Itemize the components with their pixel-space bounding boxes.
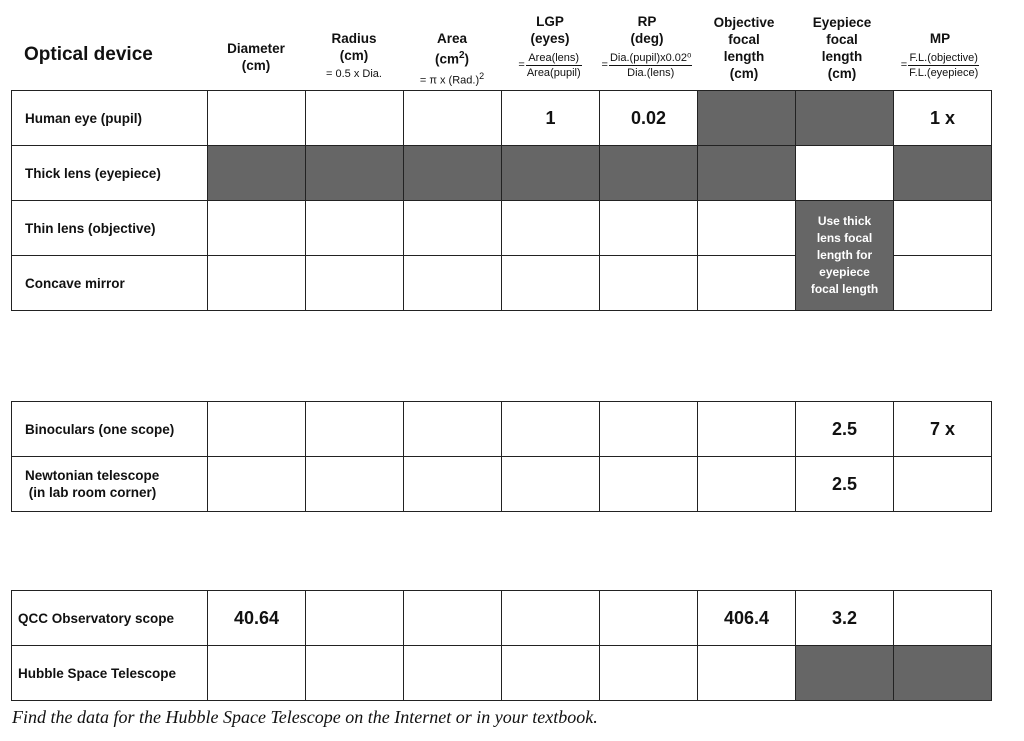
- diameter-cell: [208, 91, 306, 146]
- mp-cell: [894, 201, 992, 256]
- radius-cell: [306, 402, 404, 457]
- rp-cell: [600, 646, 698, 701]
- rp-cell: [600, 591, 698, 646]
- area-cell: [404, 457, 502, 512]
- objective-cell: [698, 457, 796, 512]
- table-row: [12, 91, 992, 146]
- radius-cell: [306, 201, 404, 256]
- row-label: Newtonian telescope (in lab room corner): [12, 457, 208, 512]
- eyepiece-cell: 2.5: [796, 457, 894, 512]
- shaded-cell: [796, 646, 894, 701]
- shaded-cell: [698, 91, 796, 146]
- mp-cell: [894, 591, 992, 646]
- table-row: [12, 646, 992, 701]
- row-label: Thin lens (objective): [12, 201, 208, 256]
- eyepiece-note: Use thick lens focal length for eyepiece focal length: [796, 201, 894, 311]
- mp-cell: 7 x: [894, 402, 992, 457]
- rp-cell: 0.02: [600, 91, 698, 146]
- rp-cell: [600, 402, 698, 457]
- table-row: [12, 201, 992, 256]
- row-label: Human eye (pupil): [12, 91, 208, 146]
- shaded-cell: [208, 146, 306, 201]
- area-cell: [404, 402, 502, 457]
- diameter-header: Diameter (cm): [227, 41, 285, 73]
- shaded-cell: [796, 91, 894, 146]
- area-header: Area $(cm^2)$ = π x $(Rad.)^2$: [419, 31, 485, 87]
- radius-cell: [306, 591, 404, 646]
- row-label: QCC Observatory scope: [12, 591, 208, 646]
- area-cell: [404, 91, 502, 146]
- mp-header: MP = $\frac{\text{F.L.(objective)}}{\text{F.L.(eyepiece)}}$: [900, 31, 979, 79]
- area-cell: [404, 201, 502, 256]
- objective-cell: [698, 402, 796, 457]
- lgp-header: LGP (eyes) = $\frac{\text{Area(lens)}}{\text{Area(pupil)}}$: [518, 14, 581, 79]
- objective-cell: [698, 646, 796, 701]
- lgp-cell: [502, 402, 600, 457]
- area-cell: [404, 646, 502, 701]
- radius-cell: [306, 256, 404, 311]
- lgp-cell: [502, 256, 600, 311]
- mp-cell: [894, 457, 992, 512]
- table-row: [12, 402, 992, 457]
- eyepiece-cell: 3.2: [796, 591, 894, 646]
- table-row: [12, 146, 992, 201]
- table-row: [12, 457, 992, 512]
- diameter-cell: 40.64: [208, 591, 306, 646]
- row-label: Thick lens (eyepiece): [12, 146, 208, 201]
- row-label: Binoculars (one scope): [12, 402, 208, 457]
- lgp-cell: 1: [502, 91, 600, 146]
- rp-header: RP (deg) = $\frac{\text{Dia.(pupil)x0.02⁰}}{\text{Dia.(lens)}}$: [601, 14, 692, 79]
- objective-cell: [698, 256, 796, 311]
- rp-cell: [600, 256, 698, 311]
- mp-cell: [894, 256, 992, 311]
- shaded-cell: [404, 146, 502, 201]
- table-row: [12, 591, 992, 646]
- diameter-cell: [208, 201, 306, 256]
- mp-cell: 1 x: [894, 91, 992, 146]
- eyepiece-cell: 2.5: [796, 402, 894, 457]
- objective-focal-length-header: Objective focal length (cm): [713, 15, 775, 81]
- footer-instruction: Find the data for the Hubble Space Telescope on the Internet or in your textbook.: [12, 707, 598, 727]
- row-label: Concave mirror: [12, 256, 208, 311]
- basic-optics-table: [11, 90, 992, 311]
- rp-cell: [600, 457, 698, 512]
- diameter-cell: [208, 256, 306, 311]
- radius-cell: [306, 646, 404, 701]
- lgp-cell: [502, 457, 600, 512]
- diameter-cell: [208, 402, 306, 457]
- binocular-telescope-table: [11, 401, 992, 512]
- radius-header: Radius (cm) = 0.5 x Dia.: [326, 31, 382, 80]
- objective-cell: [698, 201, 796, 256]
- lgp-cell: [502, 201, 600, 256]
- shaded-cell: [600, 146, 698, 201]
- eyepiece-cell: [796, 146, 894, 201]
- radius-cell: [306, 457, 404, 512]
- radius-cell: [306, 91, 404, 146]
- shaded-cell: [894, 146, 992, 201]
- observatory-table: [11, 590, 992, 701]
- shaded-cell: [306, 146, 404, 201]
- shaded-cell: [698, 146, 796, 201]
- diameter-cell: [208, 457, 306, 512]
- objective-cell: 406.4: [698, 591, 796, 646]
- rp-cell: [600, 201, 698, 256]
- shaded-cell: [894, 646, 992, 701]
- diameter-cell: [208, 646, 306, 701]
- optical-device-header: Optical device: [24, 44, 153, 65]
- shaded-cell: [502, 146, 600, 201]
- lgp-cell: [502, 646, 600, 701]
- area-cell: [404, 256, 502, 311]
- eyepiece-focal-length-header: Eyepiece focal length (cm): [812, 15, 872, 81]
- row-label: Hubble Space Telescope: [12, 646, 208, 701]
- area-cell: [404, 591, 502, 646]
- lgp-cell: [502, 591, 600, 646]
